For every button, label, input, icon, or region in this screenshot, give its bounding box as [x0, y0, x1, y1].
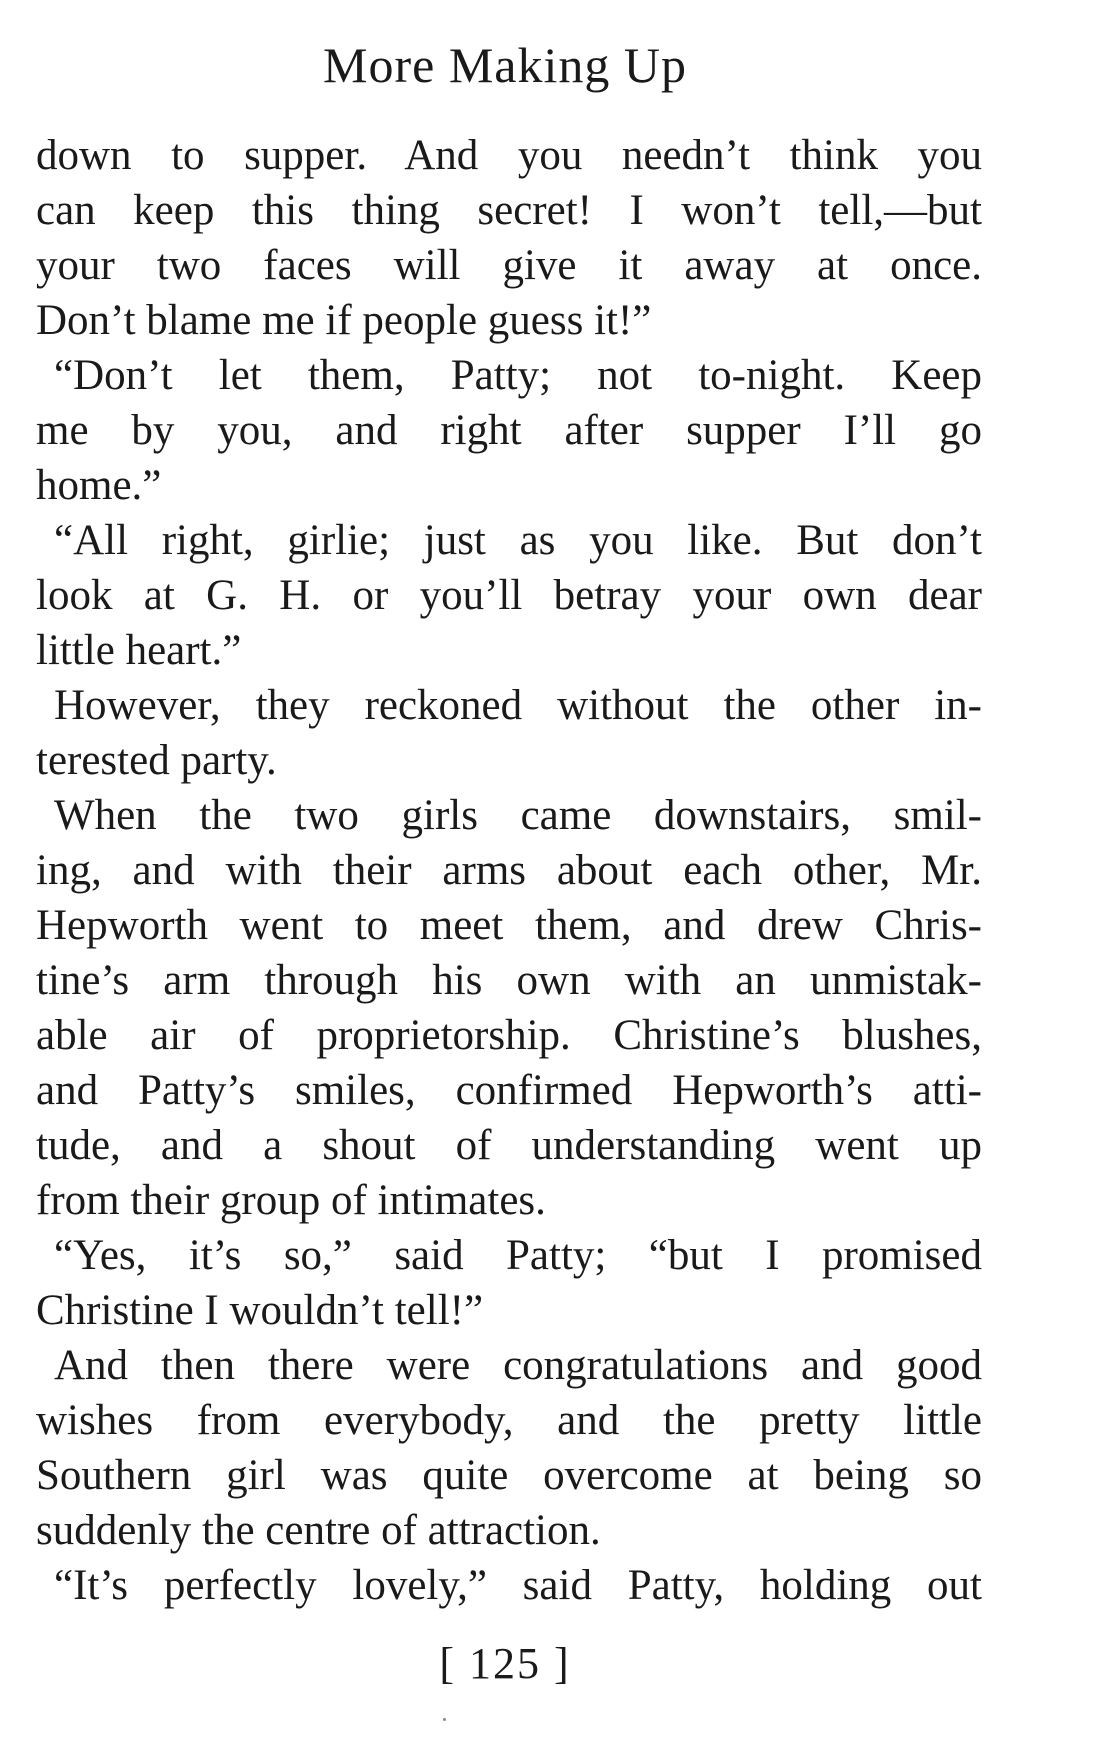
text-line: little heart.”: [36, 627, 242, 674]
text-line: able air of proprietorship. Christine’s blushes,: [36, 1012, 982, 1059]
paper-speck: [443, 1718, 446, 1721]
text-line: wishes from everybody, and the pretty little: [36, 1397, 982, 1444]
page-number: [ 125 ]: [439, 1639, 571, 1688]
text-line: And then there were congratulations and good: [54, 1342, 982, 1389]
text-line: me by you, and right after supper I’ll go: [36, 407, 982, 454]
text-line: Christine I wouldn’t tell!”: [36, 1287, 484, 1334]
text-line: tude, and a shout of understanding went up: [36, 1122, 982, 1169]
text-line: Don’t blame me if people guess it!”: [36, 297, 652, 344]
text-line: tine’s arm through his own with an unmistak-: [36, 957, 982, 1004]
text-line: suddenly the centre of attraction.: [36, 1507, 601, 1554]
text-line: down to supper. And you needn’t think you: [36, 132, 982, 179]
text-line: from their group of intimates.: [36, 1177, 546, 1224]
body-text: [36, 128, 982, 1613]
running-title: More Making Up: [323, 37, 687, 93]
text-line: When the two girls came downstairs, smil-: [54, 792, 982, 839]
text-line: can keep this thing secret! I won’t tell,—but: [36, 187, 982, 234]
text-line: home.”: [36, 462, 162, 509]
text-line: look at G. H. or you’ll betray your own dear: [36, 572, 982, 619]
text-line: Southern girl was quite overcome at being so: [36, 1452, 982, 1499]
text-line: terested party.: [36, 737, 277, 784]
text-line: Hepworth went to meet them, and drew Chris-: [36, 902, 982, 949]
text-line: your two faces will give it away at once.: [36, 242, 982, 289]
text-line: “Don’t let them, Patty; not to-night. Keep: [54, 352, 982, 399]
text-line: ing, and with their arms about each other, Mr.: [36, 847, 982, 894]
text-line: “Yes, it’s so,” said Patty; “but I promised: [54, 1232, 982, 1279]
text-line: However, they reckoned without the other in-: [54, 682, 982, 729]
text-line: “All right, girlie; just as you like. But don’t: [54, 517, 982, 564]
text-line: and Patty’s smiles, confirmed Hepworth’s atti-: [36, 1067, 982, 1114]
text-line: “It’s perfectly lovely,” said Patty, holding out: [54, 1562, 982, 1609]
